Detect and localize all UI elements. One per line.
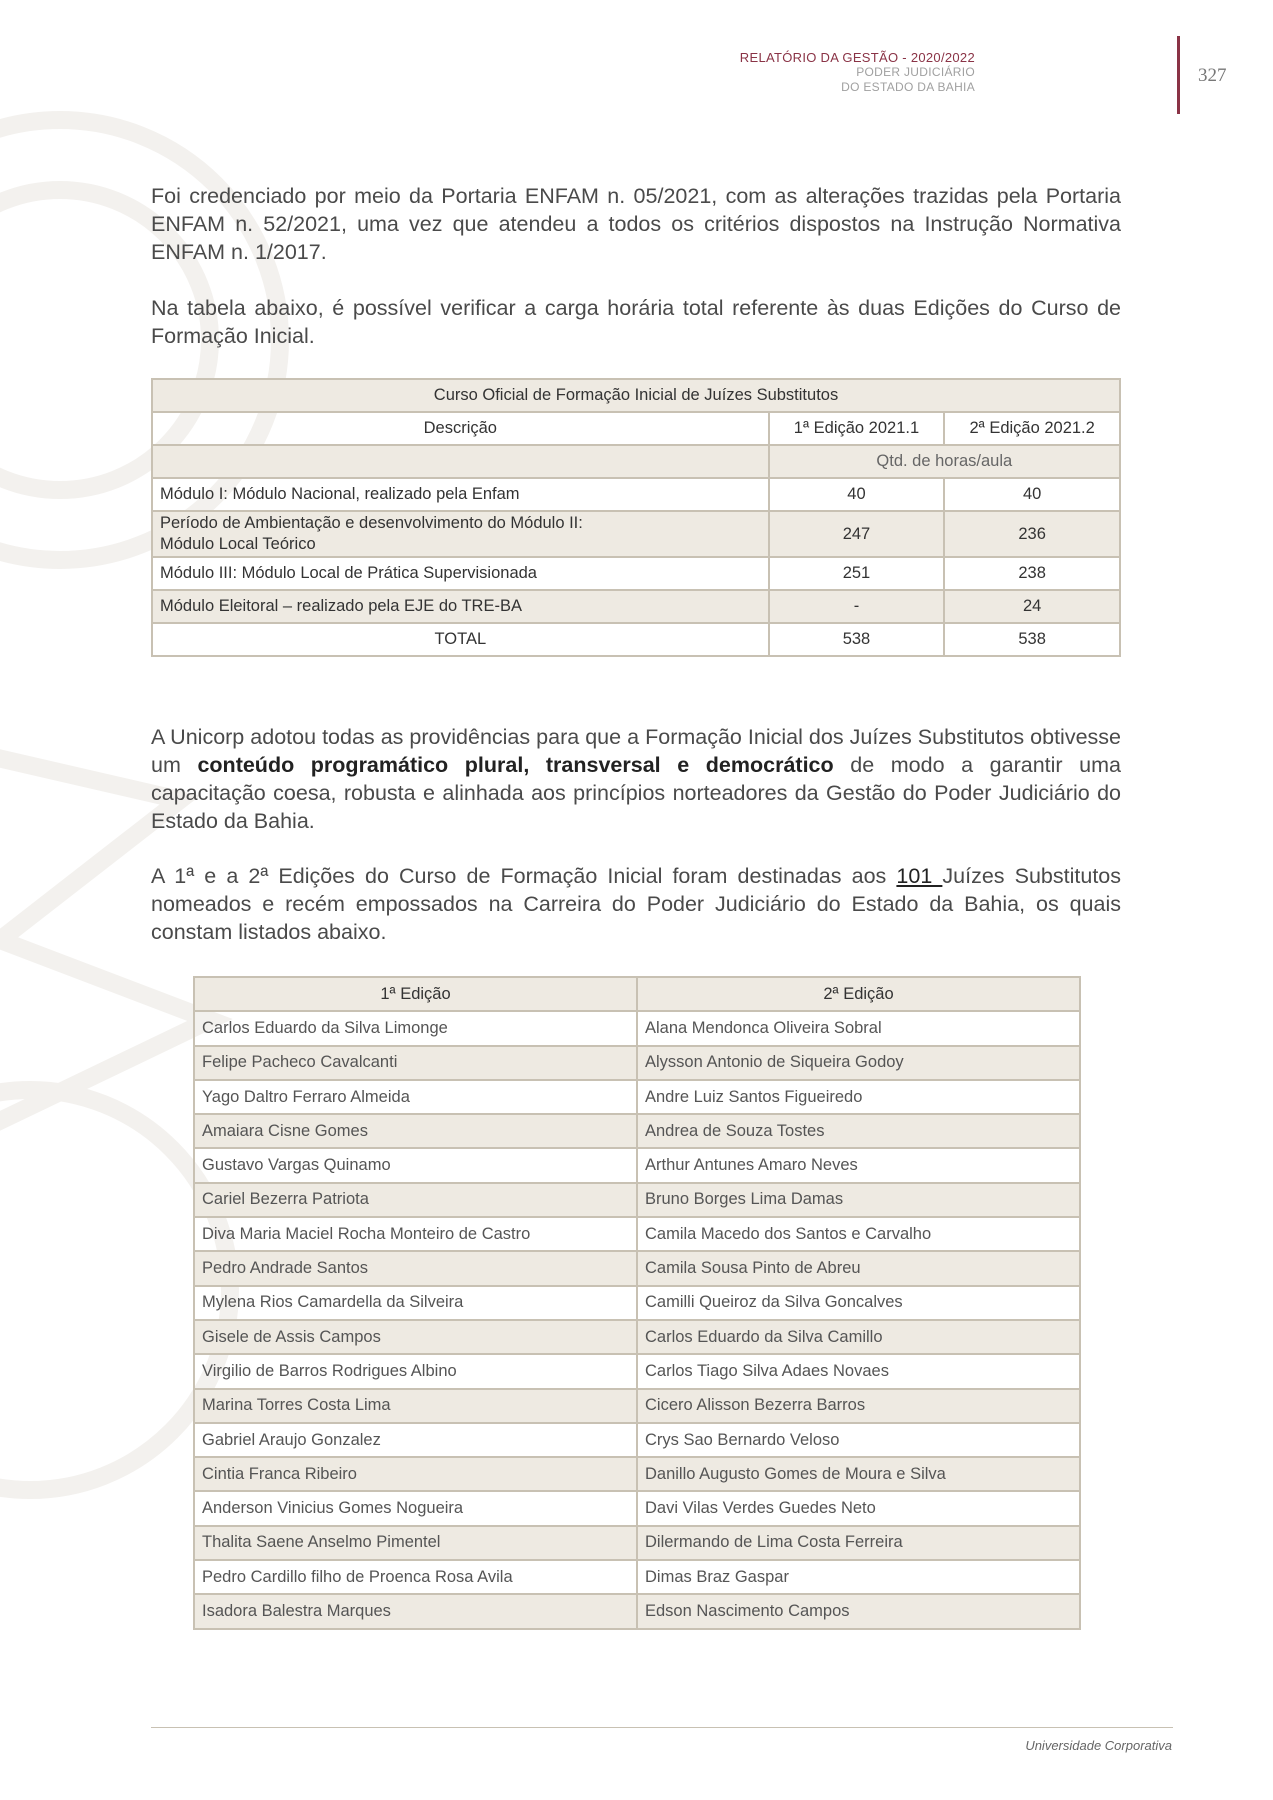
paragraph-judges-part3: Juízes Substitutos nomeados e recém empossados na Carreira do Poder Judiciário do Estado da Bahia, os quais constam listados abaixo. <box>151 864 1121 944</box>
table-row <box>194 1423 1080 1457</box>
row-edition1-hours: 40 <box>769 478 945 511</box>
judge-name-edition1: Anderson Vinicius Gomes Nogueira <box>194 1491 637 1525</box>
table-row <box>194 1046 1080 1080</box>
row-description <box>152 511 769 557</box>
row-edition1-hours: 247 <box>769 511 945 557</box>
judge-name-edition1: Cariel Bezerra Patriota <box>194 1183 637 1217</box>
row-description: Módulo III: Módulo Local de Prática Supervisionada <box>152 557 769 590</box>
report-title: RELATÓRIO DA GESTÃO - 2020/2022 <box>739 50 975 65</box>
judge-name-edition1: Cintia Franca Ribeiro <box>194 1457 637 1491</box>
unit-label: Qtd. de horas/aula <box>769 445 1120 478</box>
judge-name-edition1: Diva Maria Maciel Rocha Monteiro de Castro <box>194 1217 637 1251</box>
total-edition2: 538 <box>944 623 1120 656</box>
judge-name-edition1: Virgilio de Barros Rodrigues Albino <box>194 1354 637 1388</box>
judge-name-edition2: Danillo Augusto Gomes de Moura e Silva <box>637 1457 1080 1491</box>
paragraph-credential: Foi credenciado por meio da Portaria ENFAM n. 05/2021, com as alterações trazidas pela Portaria ENFAM n. 52/2021, uma vez que atendeu a todos os critérios dispostos na Instrução Normativa ENFAM n. 1/2017. <box>151 184 1121 264</box>
judge-name-edition1: Carlos Eduardo da Silva Limonge <box>194 1011 637 1045</box>
judge-name-edition1: Thalita Saene Anselmo Pimentel <box>194 1526 637 1560</box>
paragraph-unicorp-emphasis: conteúdo programático plural, transversal e democrático <box>197 753 834 777</box>
table-row <box>194 1560 1080 1594</box>
judge-name-edition2: Dilermando de Lima Costa Ferreira <box>637 1526 1080 1560</box>
judge-name-edition1: Marina Torres Costa Lima <box>194 1389 637 1423</box>
judge-name-edition1: Gisele de Assis Campos <box>194 1320 637 1354</box>
col-header-edition1: 1ª Edição <box>194 977 637 1011</box>
judge-name-edition2: Carlos Eduardo da Silva Camillo <box>637 1320 1080 1354</box>
judge-name-edition2: Andre Luiz Santos Figueiredo <box>637 1080 1080 1114</box>
judge-name-edition1: Gabriel Araujo Gonzalez <box>194 1423 637 1457</box>
table-row <box>194 1491 1080 1525</box>
judge-name-edition2: Cicero Alisson Bezerra Barros <box>637 1389 1080 1423</box>
row-edition1-hours: 251 <box>769 557 945 590</box>
judge-name-edition1: Pedro Cardillo filho de Proenca Rosa Avila <box>194 1560 637 1594</box>
judges-count: 101 <box>896 864 943 888</box>
judge-name-edition2: Alana Mendonca Oliveira Sobral <box>637 1011 1080 1045</box>
table-row <box>194 1114 1080 1148</box>
paragraph-unicorp <box>151 723 1121 835</box>
judge-name-edition2: Bruno Borges Lima Damas <box>637 1183 1080 1217</box>
paragraph-unicorp-part3: de modo a garantir uma capacitação coesa, robusta e alinhada aos princípios norteadores da Gestão do Poder Judiciário do Estado da Bahia. <box>151 753 1121 833</box>
org-name-line2: DO ESTADO DA BAHIA <box>841 80 975 94</box>
total-row <box>152 623 1120 656</box>
judge-name-edition2: Camila Macedo dos Santos e Carvalho <box>637 1217 1080 1251</box>
row-description: Módulo I: Módulo Nacional, realizado pela Enfam <box>152 478 769 511</box>
judge-name-edition1: Isadora Balestra Marques <box>194 1594 637 1628</box>
judge-name-edition1: Gustavo Vargas Quinamo <box>194 1148 637 1182</box>
row-edition2-hours: 236 <box>944 511 1120 557</box>
row-description-line2: Módulo Local Teórico <box>160 535 316 553</box>
judge-name-edition1: Felipe Pacheco Cavalcanti <box>194 1046 637 1080</box>
table-row <box>194 1011 1080 1045</box>
row-edition2-hours: 24 <box>944 590 1120 623</box>
judge-name-edition2: Dimas Braz Gaspar <box>637 1560 1080 1594</box>
table-row <box>194 1457 1080 1491</box>
hours-table <box>151 378 1121 657</box>
judge-name-edition2: Andrea de Souza Tostes <box>637 1114 1080 1148</box>
table-row <box>194 1251 1080 1285</box>
table-row <box>194 1286 1080 1320</box>
judge-name-edition2: Davi Vilas Verdes Guedes Neto <box>637 1491 1080 1525</box>
row-edition2-hours: 238 <box>944 557 1120 590</box>
table-row <box>194 1320 1080 1354</box>
col-header-description: Descrição <box>152 412 769 445</box>
row-description-line1: Período de Ambientação e desenvolvimento do Módulo II: <box>160 514 583 532</box>
table-row <box>194 1148 1080 1182</box>
col-header-edition2: 2ª Edição 2021.2 <box>944 412 1120 445</box>
judge-name-edition1: Mylena Rios Camardella da Silveira <box>194 1286 637 1320</box>
judge-name-edition1: Amaiara Cisne Gomes <box>194 1114 637 1148</box>
judges-table <box>193 976 1081 1630</box>
table-row <box>194 1183 1080 1217</box>
judge-name-edition1: Pedro Andrade Santos <box>194 1251 637 1285</box>
table-row <box>194 1080 1080 1114</box>
table-row <box>194 1354 1080 1388</box>
footer-divider <box>151 1727 1173 1728</box>
table-row <box>194 1526 1080 1560</box>
judge-name-edition2: Camila Sousa Pinto de Abreu <box>637 1251 1080 1285</box>
hours-table-title: Curso Oficial de Formação Inicial de Juízes Substitutos <box>152 379 1120 412</box>
total-edition1: 538 <box>769 623 945 656</box>
table-row <box>152 590 1120 623</box>
judge-name-edition1: Yago Daltro Ferraro Almeida <box>194 1080 637 1114</box>
table-row <box>194 1217 1080 1251</box>
table-row <box>152 511 1120 557</box>
table-row <box>152 557 1120 590</box>
row-edition2-hours: 40 <box>944 478 1120 511</box>
judge-name-edition2: Carlos Tiago Silva Adaes Novaes <box>637 1354 1080 1388</box>
paragraph-table-intro: Na tabela abaixo, é possível verificar a carga horária total referente às duas Edições do Curso de Formação Inicial. <box>151 296 1121 348</box>
org-name-line1: PODER JUDICIÁRIO <box>856 65 975 79</box>
header-divider <box>1177 36 1180 114</box>
paragraph-judges-part1: A 1ª e a 2ª Edições do Curso de Formação Inicial foram destinadas aos <box>151 864 897 888</box>
table-row <box>152 478 1120 511</box>
judge-name-edition2: Crys Sao Bernardo Veloso <box>637 1423 1080 1457</box>
paragraph-judges <box>151 862 1121 946</box>
table-row <box>194 1594 1080 1628</box>
footer-label: Universidade Corporativa <box>1025 1738 1172 1753</box>
total-label: TOTAL <box>152 623 769 656</box>
judge-name-edition2: Alysson Antonio de Siqueira Godoy <box>637 1046 1080 1080</box>
col-header-edition2: 2ª Edição <box>637 977 1080 1011</box>
empty-cell <box>152 445 769 478</box>
row-edition1-hours: - <box>769 590 945 623</box>
row-description: Módulo Eleitoral – realizado pela EJE do TRE-BA <box>152 590 769 623</box>
judge-name-edition2: Arthur Antunes Amaro Neves <box>637 1148 1080 1182</box>
paragraph-unicorp-part1: A Unicorp adotou todas as providências para que a Formação Inicial dos Juízes Substitutos obtivesse um <box>151 725 1121 777</box>
page-header <box>740 50 975 95</box>
page-number: 327 <box>1198 65 1227 86</box>
judge-name-edition2: Camilli Queiroz da Silva Goncalves <box>637 1286 1080 1320</box>
judge-name-edition2: Edson Nascimento Campos <box>637 1594 1080 1628</box>
col-header-edition1: 1ª Edição 2021.1 <box>769 412 945 445</box>
table-row <box>194 1389 1080 1423</box>
